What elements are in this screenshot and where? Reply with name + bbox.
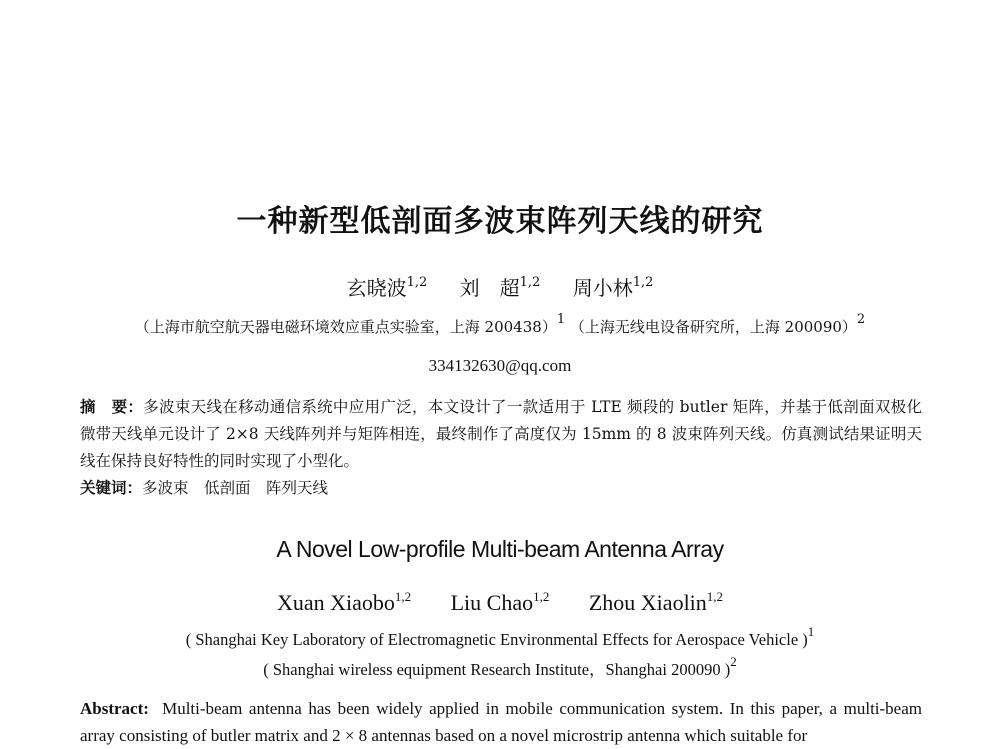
author-name-en: Zhou Xiaolin <box>588 590 707 615</box>
affiliations-cn <box>0 312 1000 337</box>
affiliation-en-text: ( Shanghai wireless equipment Research Institute，Shanghai 200090 ) <box>263 660 731 679</box>
keywords-cn-label: 关键词： <box>80 479 143 497</box>
author-name-en: Xuan Xiaobo <box>276 590 395 615</box>
affiliation-en-text: ( Shanghai Key Laboratory of Electromagnetic Environmental Effects for Aerospace Vehicle ) <box>185 630 808 649</box>
author-affil-mark: 1,2 <box>394 589 412 604</box>
author-list-en <box>0 590 1000 616</box>
author-name-en: Liu Chao <box>450 590 534 615</box>
abstract-cn-label: 摘 要： <box>80 398 144 416</box>
affiliation-en-1 <box>0 624 1000 650</box>
affiliation-cn-2: （上海无线电设备研究所，上海 200090） <box>569 318 857 336</box>
affiliation-en-2 <box>0 656 1000 680</box>
author-affil-mark: 1,2 <box>632 275 654 290</box>
author-affil-mark: 1,2 <box>519 275 541 290</box>
paper-title-cn: 一种新型低剖面多波束阵列天线的研究 <box>236 204 764 239</box>
abstract-en <box>80 695 922 749</box>
abstract-en-text: Multi-beam antenna has been widely applied in mobile communication system. In this paper, a multi-beam array consisting of butler matrix and 2 × 8 antennas based on a novel microstrip antenna which suitable for <box>80 699 922 745</box>
author-name-cn: 周小林 <box>572 276 633 300</box>
keywords-cn-text: 多波束 低剖面 阵列天线 <box>142 479 329 497</box>
author-affil-mark: 1,2 <box>533 589 550 604</box>
affiliation-cn-1: （上海市航空航天器电磁环境效应重点实验室，上海 200438） <box>134 318 557 336</box>
author-name-cn: 刘 超 <box>459 276 520 300</box>
abstract-cn <box>80 394 922 475</box>
abstract-en-label: Abstract: <box>80 699 149 718</box>
author-list-cn <box>0 272 1000 301</box>
affil-mark: 1 <box>807 624 815 639</box>
affil-mark: 2 <box>730 654 737 669</box>
paper-title-en: A Novel Low-profile Multi-beam Antenna Array <box>276 536 724 562</box>
affil-mark: 1 <box>556 312 566 327</box>
abstract-cn-text: 多波束天线在移动通信系统中应用广泛，本文设计了一款适用于 LTE 频段的 butler 矩阵，并基于低剖面双极化微带天线单元设计了 2×8 天线阵列并与矩阵相连，最终制作了高度仅为 15mm 的 8 波束阵列天线。仿真测试结果证明天线在保持良好特性的同时实现了小型化。 <box>80 398 922 470</box>
author-affil-mark: 1,2 <box>406 275 428 290</box>
author-affil-mark: 1,2 <box>706 589 724 604</box>
affil-mark: 2 <box>856 312 866 327</box>
author-email: 334132630@qq.com <box>428 356 572 375</box>
author-name-cn: 玄晓波 <box>346 276 407 300</box>
keywords-cn <box>80 475 922 502</box>
